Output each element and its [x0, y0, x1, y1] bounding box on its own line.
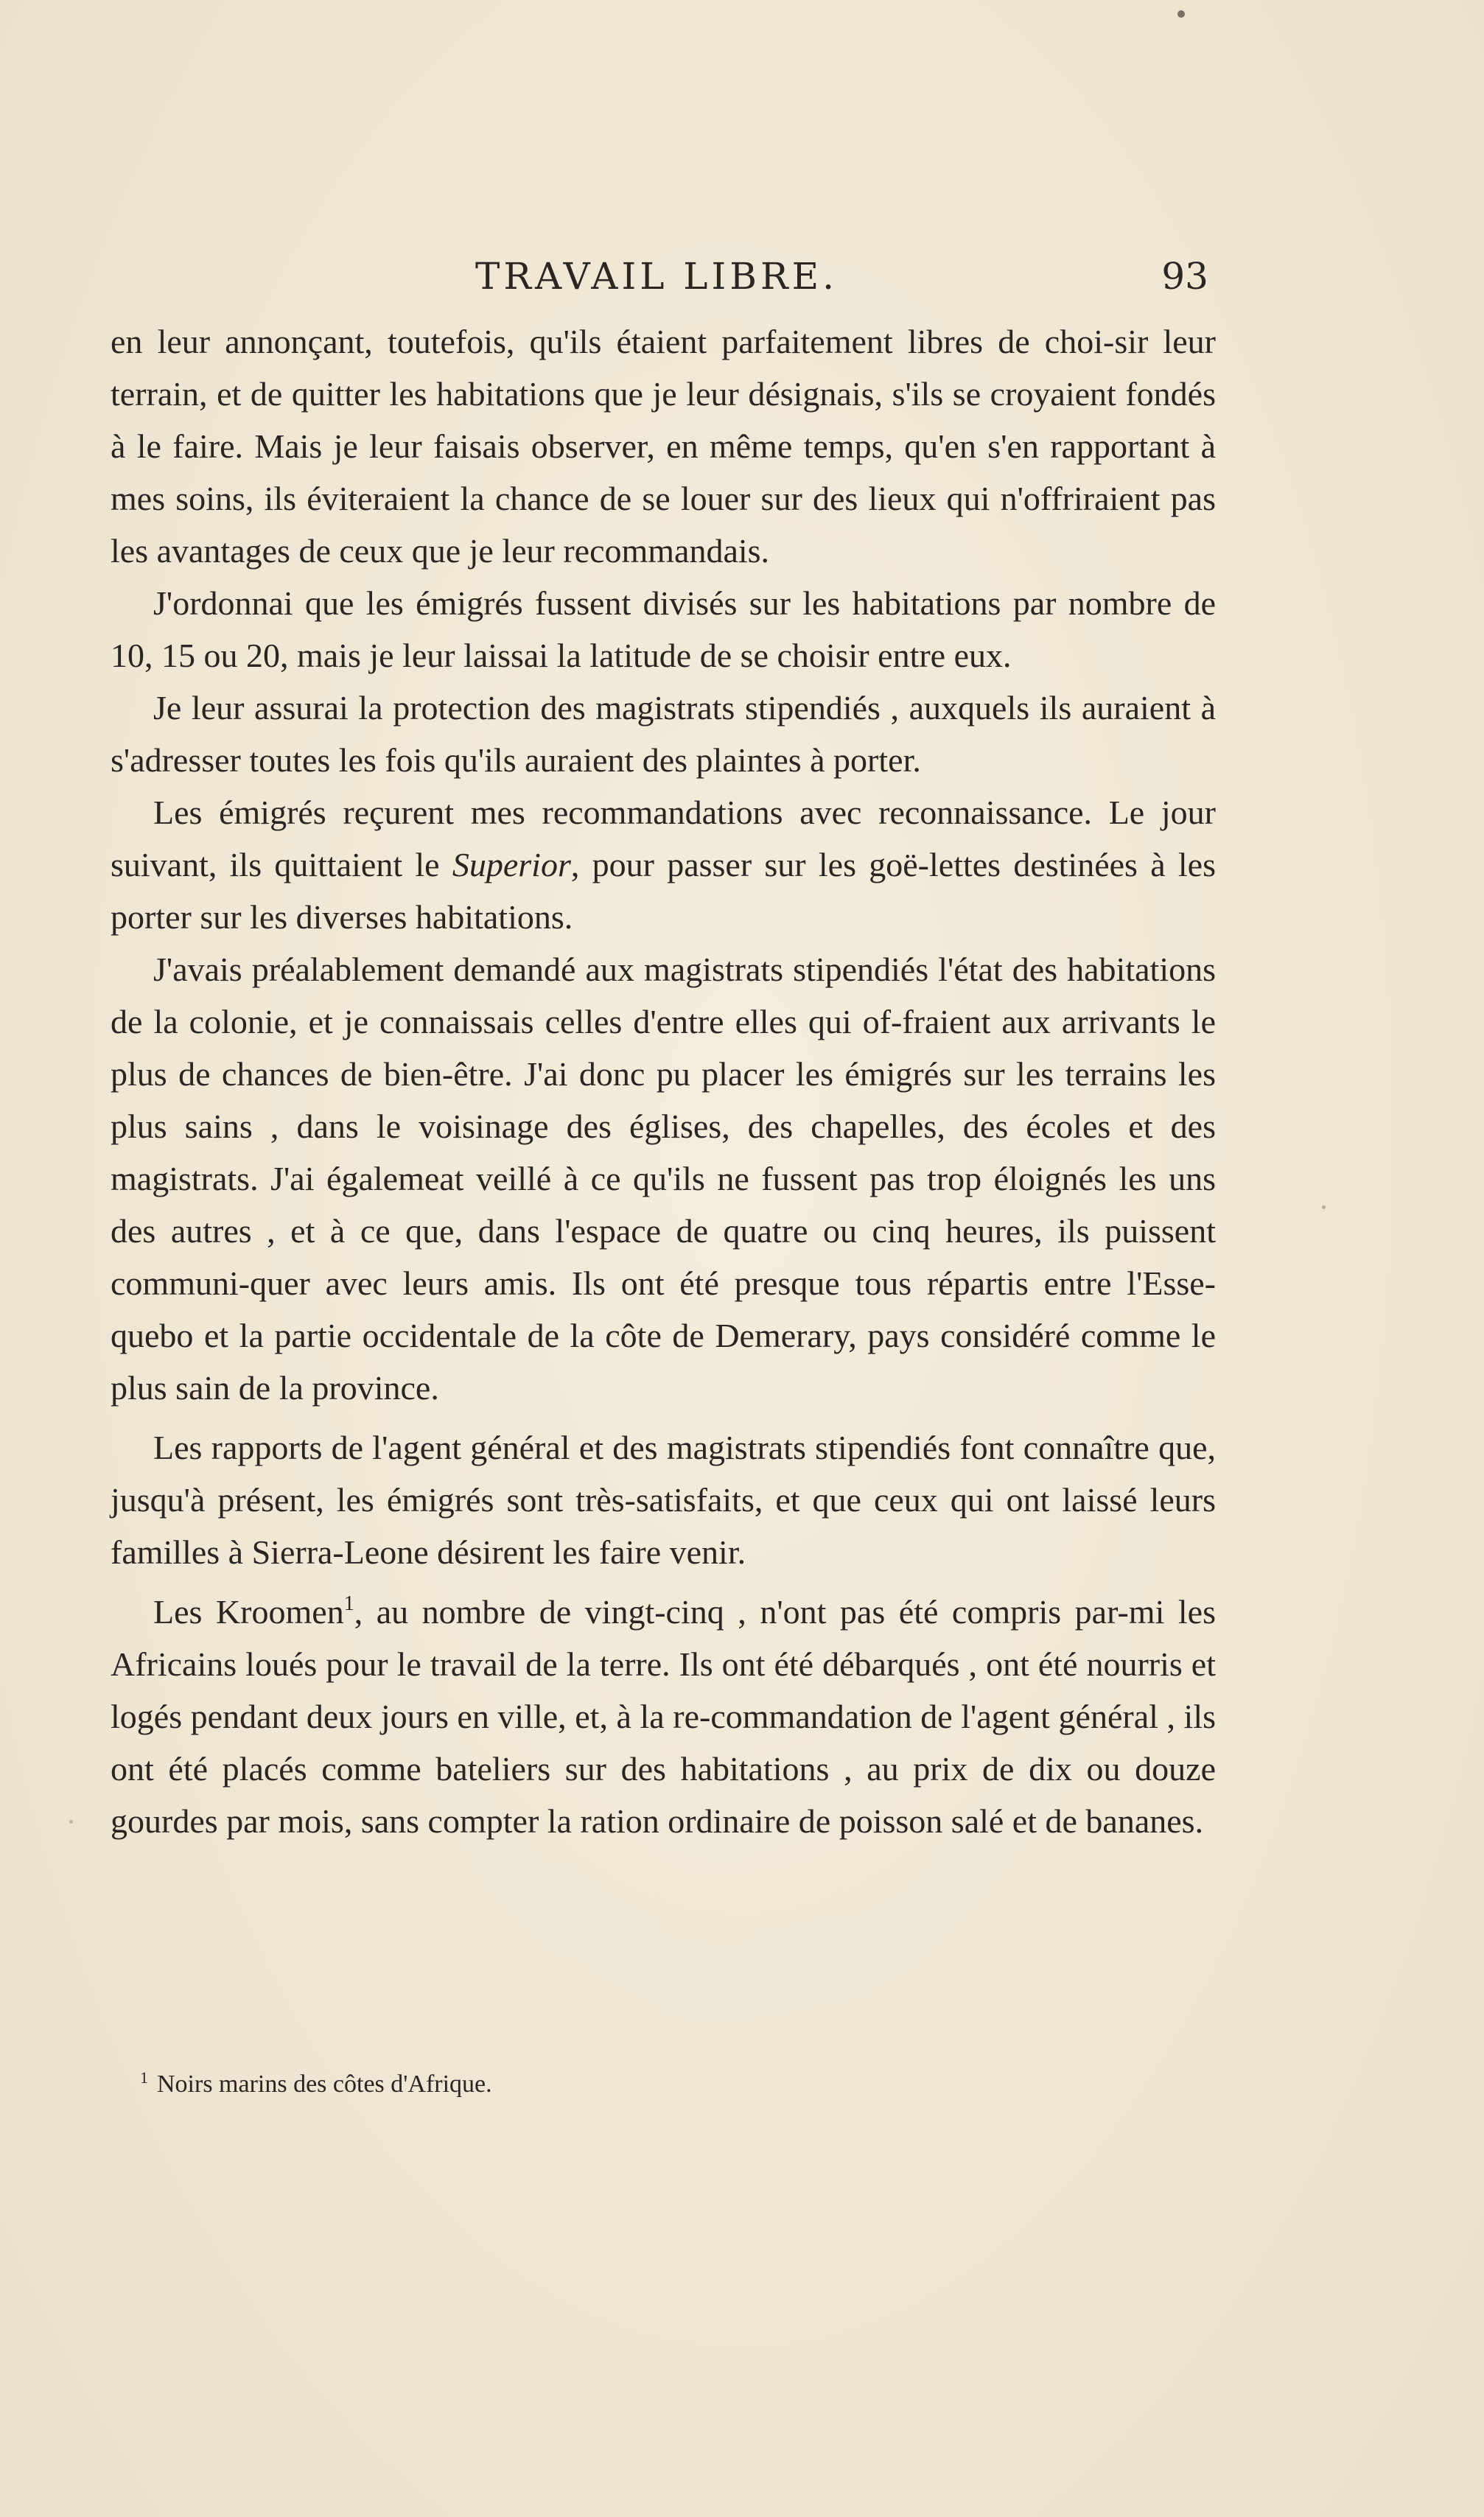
page-number: 93 [1161, 255, 1208, 298]
footnote [140, 2066, 1172, 2103]
paragraph: Je leur assurai la protection des magistrats stipendiés , auxquels ils auraient à s'adresser toutes les fois qu'ils auraient des plaintes à porter. [111, 689, 1216, 779]
page-header [111, 251, 1208, 302]
paragraph [111, 1586, 1216, 1847]
paragraph-text: Les émigrés reçurent mes recommandations avec reconnaissance. Le jour suivant, ils quittaient le [111, 794, 1216, 883]
running-title: TRAVAIL LIBRE. [475, 255, 839, 298]
paragraph-text: , pour passer sur les goë-lettes destinées à les porter sur les diverses habitations. [111, 846, 1216, 936]
paragraph: J'avais préalablement demandé aux magistrats stipendiés l'état des habitations de la colonie, et je connaissais celles d'entre elles qui of-fraient aux arrivants le plus de chances de bien-être. J'ai donc pu placer les émigrés sur les terrains les plus sains , dans le voisinage des églises, des chapelles, des écoles et des magistrats. J'ai égalemeat veillé à ce qu'ils ne fussent pas trop éloignés les uns des autres , et à ce que, dans l'espace de quatre ou cinq heures, ils puissent communi-quer avec leurs amis. Ils ont été presque tous répartis entre l'Esse-quebo et la partie occidentale de la côte de Demerary, pays considéré comme le plus sain de la province. [111, 951, 1216, 1407]
paragraph-text: Les Kroomen [153, 1593, 344, 1631]
footnote-marker: 1 [140, 2068, 148, 2087]
ink-speck [69, 1820, 73, 1824]
footnote-text: Noirs marins des côtes d'Afrique. [157, 2070, 492, 2098]
ship-name: Superior [452, 846, 571, 883]
footnote-reference: 1 [343, 1592, 354, 1615]
paragraph-text: , au nombre de vingt-cinq , n'ont pas été compris par-mi les Africains loués pour le travail de la terre. Ils ont été débarqués , ont été nourris et logés pendant deux jours en ville, et, à la re-commandation de l'agent général , ils ont été placés comme bateliers sur des habitations , au prix de dix ou douze gourdes par mois, sans compter la ration ordinaire de poisson salé et de bananes. [111, 1593, 1216, 1840]
paragraph: Les rapports de l'agent général et des magistrats stipendiés font connaître que, jusqu'à présent, les émigrés sont très-satisfaits, et que ceux qui ont laissé leurs familles à Sierra-Leone désirent les faire venir. [111, 1429, 1216, 1571]
paragraph [111, 786, 1216, 943]
body-text [111, 315, 1216, 1847]
paragraph: en leur annonçant, toutefois, qu'ils étaient parfaitement libres de choi-sir leur terrain, et de quitter les habitations que je leur désignais, s'ils se croyaient fondés à le faire. Mais je leur faisais observer, en même temps, qu'en s'en rapportant à mes soins, ils éviteraient la chance de se louer sur des lieux qui n'offriraient pas les avantages de ceux que je leur recommandais. [111, 323, 1216, 570]
ink-speck [1177, 10, 1185, 18]
ink-speck [1322, 1205, 1326, 1209]
paragraph: J'ordonnai que les émigrés fussent divisés sur les habitations par nombre de 10, 15 ou 20, mais je leur laissai la latitude de se choisir entre eux. [111, 584, 1216, 674]
